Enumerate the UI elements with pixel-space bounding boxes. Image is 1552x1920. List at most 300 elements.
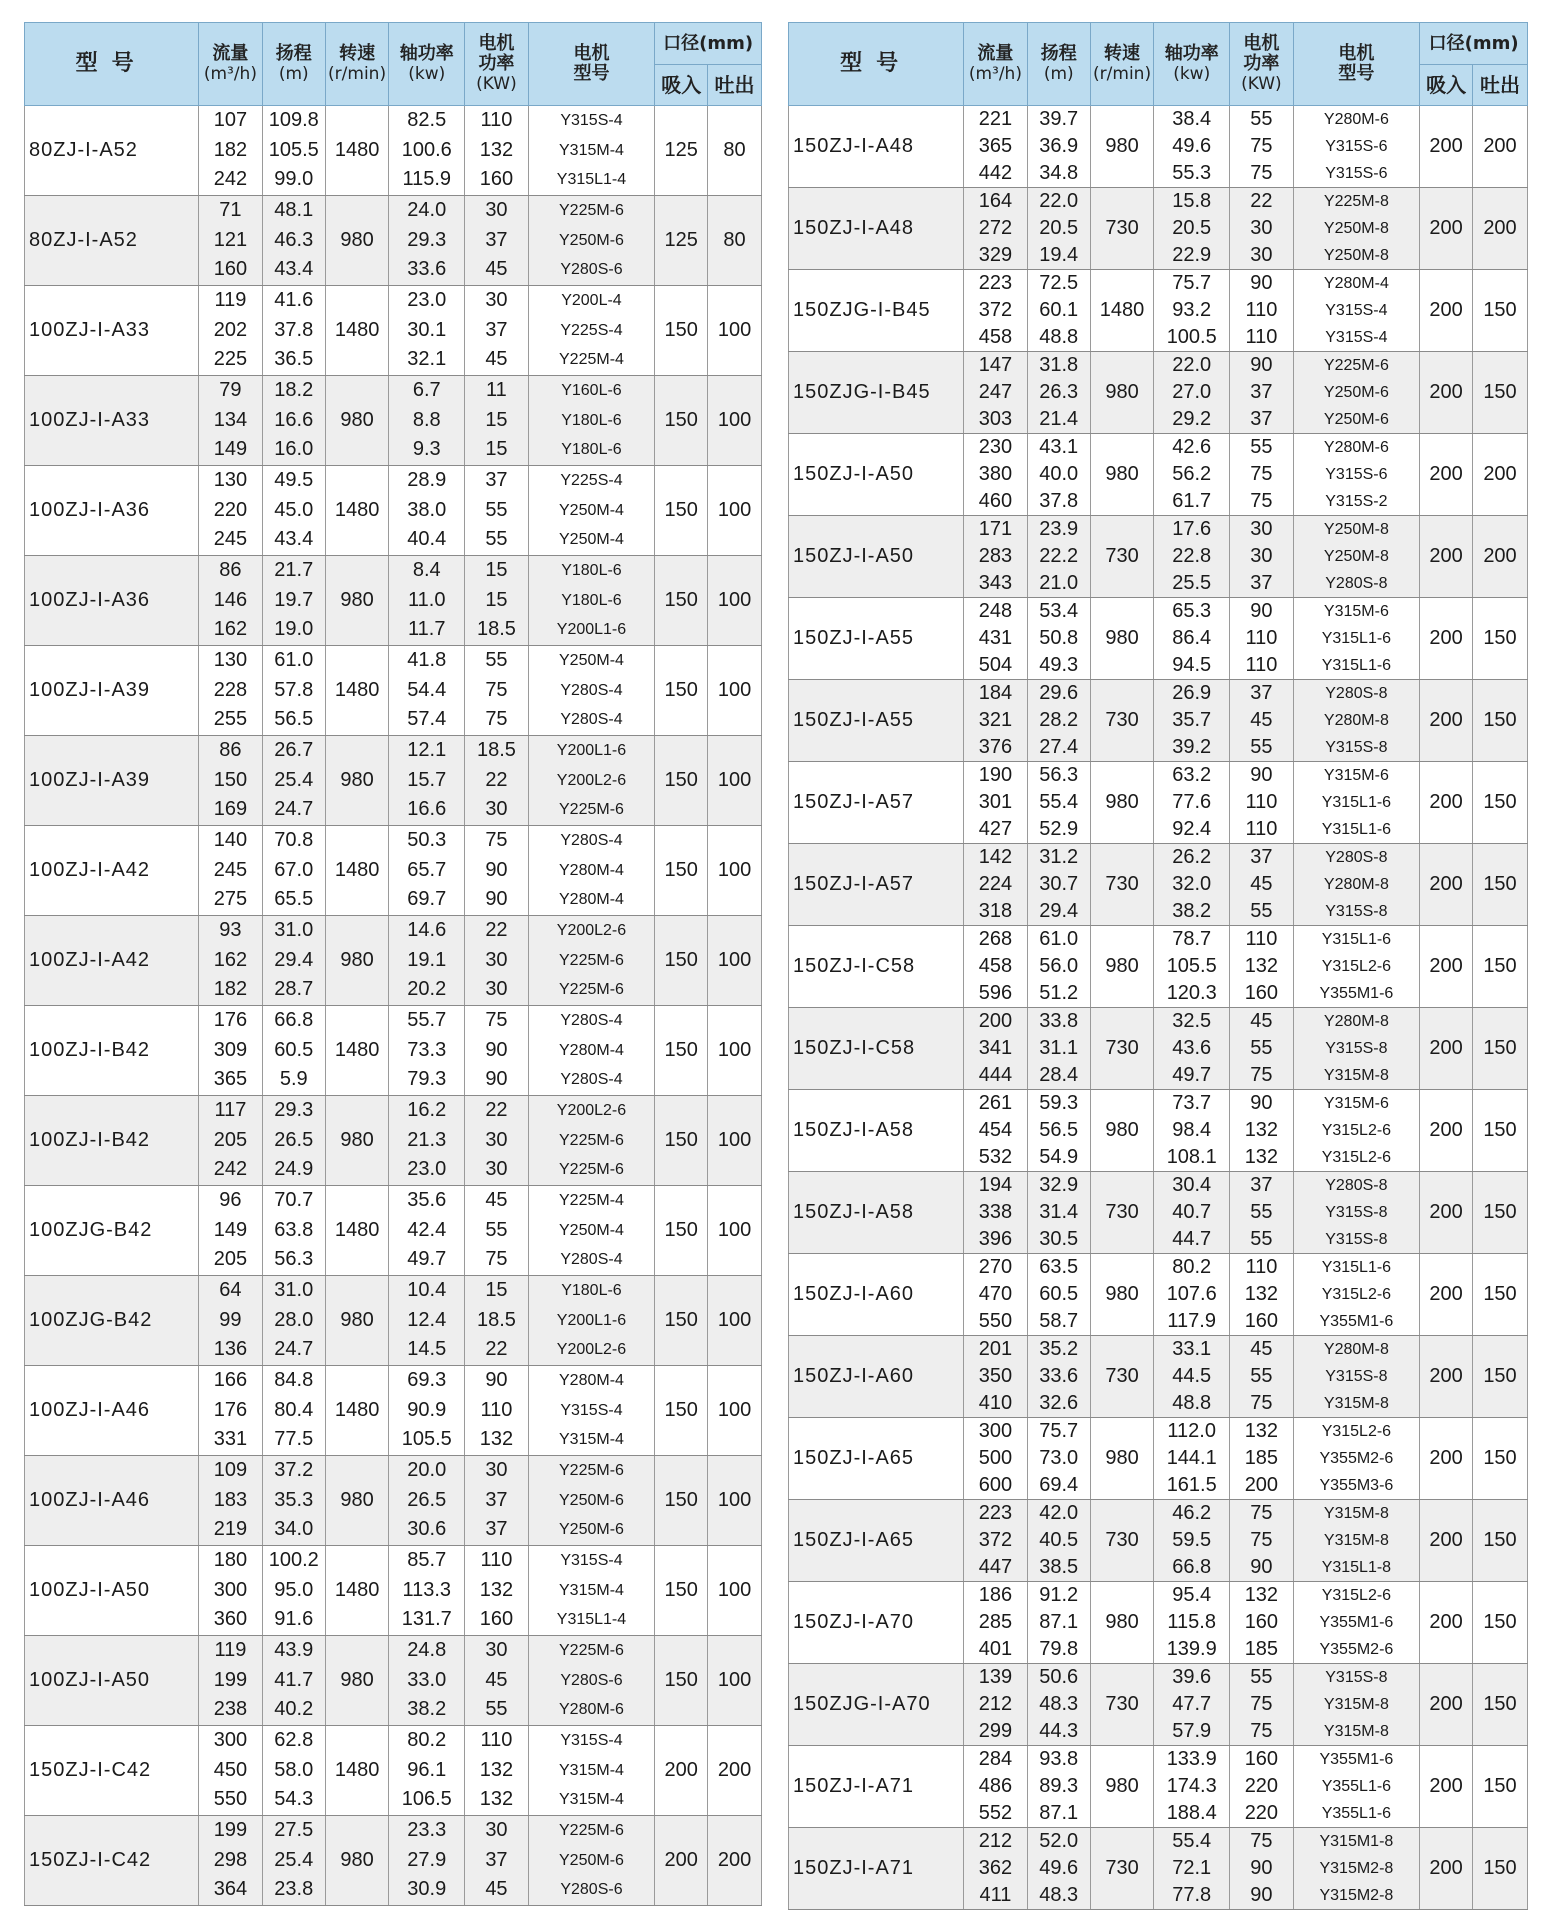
head-cell bbox=[262, 1186, 325, 1276]
motor-power-cell bbox=[1230, 926, 1293, 1008]
head-cell-value: 60.1 bbox=[1039, 299, 1079, 321]
outlet-cell: 200 bbox=[1473, 188, 1528, 270]
shaft-power-cell-value: 30.4 bbox=[1172, 1174, 1212, 1196]
motor-power-cell-value: 55 bbox=[1250, 1037, 1273, 1059]
flow-cell-value: 532 bbox=[978, 1146, 1013, 1168]
motor-type-cell-value: Y200L2-6 bbox=[556, 1341, 627, 1359]
flow-cell bbox=[964, 1828, 1027, 1910]
shaft-power-cell-value: 66.8 bbox=[1172, 1556, 1212, 1578]
motor-power-cell bbox=[465, 916, 528, 1006]
outlet-cell: 150 bbox=[1473, 1172, 1528, 1254]
flow-cell bbox=[199, 1636, 262, 1726]
motor-power-cell-value: 15 bbox=[485, 559, 508, 582]
motor-type-cell-value: Y280M-4 bbox=[559, 891, 624, 909]
flow-cell-value: 285 bbox=[978, 1611, 1013, 1633]
shaft-power-cell-value: 42.4 bbox=[407, 1218, 447, 1241]
shaft-power-cell-value: 108.1 bbox=[1166, 1146, 1217, 1168]
shaft-power-cell-value: 24.0 bbox=[407, 199, 447, 222]
outlet-cell: 150 bbox=[1473, 1746, 1528, 1828]
flow-cell-value: 360 bbox=[213, 1608, 248, 1631]
model-group bbox=[789, 598, 1528, 680]
head-cell-value: 26.5 bbox=[274, 1128, 314, 1151]
flow-cell bbox=[199, 1546, 262, 1636]
model-group bbox=[789, 352, 1528, 434]
inlet-cell: 150 bbox=[655, 1366, 708, 1456]
shaft-power-cell-value: 41.8 bbox=[407, 649, 447, 672]
head-cell-value: 67.0 bbox=[274, 858, 314, 881]
shaft-power-cell bbox=[1154, 762, 1230, 844]
motor-type-cell-value: Y315M-8 bbox=[1323, 1723, 1389, 1740]
model-group bbox=[25, 1636, 762, 1726]
head-cell-value: 29.4 bbox=[274, 948, 314, 971]
outlet-cell: 100 bbox=[708, 1456, 762, 1546]
model-cell: 150ZJG-I-B45 bbox=[789, 270, 964, 352]
motor-power-cell-value: 110 bbox=[1245, 299, 1278, 321]
motor-power-cell-value: 110 bbox=[1245, 928, 1278, 950]
speed-cell: 1480 bbox=[325, 1726, 388, 1816]
motor-power-cell-value: 37 bbox=[485, 228, 508, 251]
inlet-cell: 150 bbox=[655, 1276, 708, 1366]
head-cell-value: 28.7 bbox=[274, 978, 314, 1001]
motor-type-cell-value: Y250M-6 bbox=[1323, 384, 1389, 401]
motor-type-cell-value: Y280M-8 bbox=[1323, 712, 1389, 729]
model-group bbox=[789, 1664, 1528, 1746]
flow-cell-value: 299 bbox=[978, 1720, 1013, 1742]
inlet-cell: 200 bbox=[1420, 1664, 1473, 1746]
head-cell-value: 77.5 bbox=[274, 1428, 314, 1451]
shaft-power-cell-value: 85.7 bbox=[407, 1549, 447, 1572]
motor-power-cell-value: 110 bbox=[1245, 1256, 1278, 1278]
flow-cell-value: 205 bbox=[213, 1248, 248, 1271]
shaft-power-cell bbox=[389, 646, 465, 736]
motor-power-cell bbox=[1230, 1582, 1293, 1664]
shaft-power-cell-value: 44.7 bbox=[1172, 1228, 1212, 1250]
shaft-power-cell bbox=[389, 196, 465, 286]
shaft-power-cell-value: 54.4 bbox=[407, 678, 447, 701]
shaft-power-cell-value: 93.2 bbox=[1172, 299, 1212, 321]
head-cell-value: 54.3 bbox=[274, 1788, 314, 1811]
speed-cell: 1480 bbox=[325, 646, 388, 736]
head-cell-value: 48.8 bbox=[1039, 326, 1079, 348]
header-head: 扬程 (m) bbox=[1027, 23, 1090, 106]
shaft-power-cell-value: 55.7 bbox=[407, 1009, 447, 1032]
motor-power-cell-value: 30 bbox=[1250, 244, 1273, 266]
head-cell bbox=[262, 1456, 325, 1546]
motor-power-cell-value: 75 bbox=[1250, 1064, 1273, 1086]
motor-power-cell bbox=[465, 196, 528, 286]
head-cell-value: 22.2 bbox=[1039, 545, 1079, 567]
flow-cell-value: 300 bbox=[213, 1578, 248, 1601]
motor-power-cell-value: 30 bbox=[1250, 545, 1273, 567]
flow-cell bbox=[964, 352, 1027, 434]
speed-cell: 980 bbox=[1090, 1254, 1153, 1336]
motor-type-cell-value: Y250M-6 bbox=[559, 231, 624, 249]
motor-type-cell-value: Y315S-4 bbox=[560, 1732, 623, 1750]
shaft-power-cell-value: 61.7 bbox=[1172, 490, 1212, 512]
head-cell-value: 39.7 bbox=[1039, 108, 1079, 130]
shaft-power-cell-value: 65.7 bbox=[407, 858, 447, 881]
inlet-cell: 200 bbox=[655, 1726, 708, 1816]
motor-type-cell-value: Y280S-4 bbox=[560, 1012, 623, 1030]
table-row bbox=[789, 1828, 1528, 1910]
inlet-cell: 200 bbox=[1420, 1582, 1473, 1664]
motor-type-cell-value: Y200L1-6 bbox=[556, 621, 627, 639]
flow-cell bbox=[199, 1276, 262, 1366]
shaft-power-cell bbox=[1154, 352, 1230, 434]
outlet-cell: 150 bbox=[1473, 1828, 1528, 1910]
outlet-cell: 100 bbox=[708, 1186, 762, 1276]
head-cell-value: 31.8 bbox=[1039, 354, 1079, 376]
model-cell: 150ZJ-I-A58 bbox=[789, 1090, 964, 1172]
head-cell-value: 43.4 bbox=[274, 528, 314, 551]
motor-power-cell-value: 200 bbox=[1244, 1474, 1279, 1496]
motor-power-cell-value: 55 bbox=[1250, 1201, 1273, 1223]
shaft-power-cell-value: 24.8 bbox=[407, 1639, 447, 1662]
header-motor-type: 电机 型号 bbox=[528, 23, 655, 106]
motor-power-cell-value: 37 bbox=[485, 469, 508, 492]
head-cell-value: 31.0 bbox=[274, 1279, 314, 1302]
shaft-power-cell-value: 120.3 bbox=[1166, 982, 1217, 1004]
inlet-cell: 200 bbox=[1420, 1500, 1473, 1582]
motor-type-cell-value: Y250M-6 bbox=[559, 1521, 624, 1539]
shaft-power-cell-value: 82.5 bbox=[407, 109, 447, 132]
motor-power-cell-value: 75 bbox=[485, 829, 508, 852]
motor-type-cell-value: Y250M-8 bbox=[1323, 220, 1389, 237]
flow-cell-value: 230 bbox=[978, 436, 1013, 458]
shaft-power-cell-value: 115.9 bbox=[402, 168, 452, 191]
model-cell: 100ZJ-I-A36 bbox=[25, 556, 199, 646]
speed-cell: 1480 bbox=[325, 466, 388, 556]
inlet-cell: 200 bbox=[1420, 516, 1473, 598]
model-cell: 150ZJ-I-A58 bbox=[789, 1172, 964, 1254]
model-group bbox=[789, 106, 1528, 188]
shaft-power-cell bbox=[389, 466, 465, 556]
head-cell-value: 58.0 bbox=[274, 1758, 314, 1781]
speed-cell: 980 bbox=[325, 376, 388, 466]
outlet-cell: 150 bbox=[1473, 1664, 1528, 1746]
head-cell-value: 99.0 bbox=[274, 168, 314, 191]
shaft-power-cell-value: 98.4 bbox=[1172, 1119, 1212, 1141]
shaft-power-cell bbox=[1154, 270, 1230, 352]
shaft-power-cell-value: 161.5 bbox=[1166, 1474, 1217, 1496]
model-cell: 150ZJ-I-A48 bbox=[789, 188, 964, 270]
head-cell-value: 37.8 bbox=[1039, 490, 1079, 512]
head-cell-value: 19.7 bbox=[274, 588, 314, 611]
head-cell-value: 91.6 bbox=[274, 1608, 314, 1631]
head-cell-value: 52.0 bbox=[1039, 1830, 1079, 1852]
inlet-cell: 150 bbox=[655, 916, 708, 1006]
flow-cell-value: 86 bbox=[219, 739, 242, 762]
flow-cell-value: 298 bbox=[213, 1848, 248, 1871]
head-cell bbox=[1027, 1254, 1090, 1336]
motor-type-cell-value: Y280S-8 bbox=[1325, 849, 1388, 866]
speed-cell: 980 bbox=[1090, 106, 1153, 188]
head-cell bbox=[262, 1276, 325, 1366]
motor-power-cell bbox=[1230, 844, 1293, 926]
motor-power-cell-value: 45 bbox=[485, 1668, 508, 1691]
motor-power-cell bbox=[1230, 270, 1293, 352]
head-cell bbox=[262, 1636, 325, 1726]
flow-cell bbox=[964, 270, 1027, 352]
flow-cell bbox=[199, 376, 262, 466]
motor-type-cell-value: Y315L1-6 bbox=[1321, 630, 1392, 647]
head-cell bbox=[262, 1546, 325, 1636]
shaft-power-cell-value: 40.4 bbox=[407, 528, 447, 551]
flow-cell-value: 121 bbox=[213, 228, 248, 251]
shaft-power-cell-value: 9.3 bbox=[412, 438, 441, 461]
speed-cell: 730 bbox=[1090, 680, 1153, 762]
outlet-cell: 100 bbox=[708, 1096, 762, 1186]
head-cell-value: 70.7 bbox=[274, 1189, 314, 1212]
motor-power-cell bbox=[465, 106, 528, 196]
shaft-power-cell-value: 80.2 bbox=[407, 1729, 447, 1752]
inlet-cell: 200 bbox=[1420, 1828, 1473, 1910]
motor-power-cell bbox=[465, 1636, 528, 1726]
speed-cell: 730 bbox=[1090, 1828, 1153, 1910]
outlet-cell: 100 bbox=[708, 286, 762, 376]
flow-cell-value: 117 bbox=[214, 1099, 247, 1122]
flow-cell-value: 248 bbox=[978, 600, 1013, 622]
speed-cell: 1480 bbox=[325, 106, 388, 196]
flow-cell-value: 431 bbox=[978, 627, 1013, 649]
flow-cell-value: 136 bbox=[213, 1338, 248, 1361]
shaft-power-cell bbox=[389, 916, 465, 1006]
flow-cell-value: 238 bbox=[213, 1698, 248, 1721]
head-cell-value: 100.2 bbox=[268, 1549, 319, 1572]
shaft-power-cell-value: 49.7 bbox=[407, 1248, 447, 1271]
model-cell: 100ZJ-I-A50 bbox=[25, 1636, 199, 1726]
motor-type-cell-value: Y225M-6 bbox=[1323, 357, 1389, 374]
head-cell-value: 56.5 bbox=[1039, 1119, 1079, 1141]
shaft-power-cell bbox=[1154, 1172, 1230, 1254]
head-cell-value: 23.9 bbox=[1039, 518, 1079, 540]
flow-cell-value: 199 bbox=[213, 1668, 248, 1691]
motor-type-cell-value: Y315L1-4 bbox=[556, 1611, 627, 1629]
shaft-power-cell-value: 50.3 bbox=[407, 829, 447, 852]
motor-power-cell-value: 110 bbox=[480, 109, 513, 132]
flow-cell-value: 180 bbox=[213, 1549, 248, 1572]
motor-type-cell-value: Y200L2-6 bbox=[556, 922, 627, 940]
motor-type-cell-value: Y280S-8 bbox=[1325, 575, 1388, 592]
header-speed: 转速 (r/min) bbox=[325, 23, 388, 106]
motor-power-cell-value: 90 bbox=[485, 1038, 508, 1061]
flow-cell bbox=[964, 1172, 1027, 1254]
head-cell-value: 20.5 bbox=[1039, 217, 1079, 239]
table-row bbox=[789, 1582, 1528, 1664]
header-motor-type: 电机 型号 bbox=[1293, 23, 1420, 106]
flow-cell-value: 99 bbox=[219, 1308, 242, 1331]
motor-type-cell bbox=[528, 106, 655, 196]
outlet-cell: 100 bbox=[708, 466, 762, 556]
model-group bbox=[789, 680, 1528, 762]
flow-cell-value: 142 bbox=[978, 846, 1013, 868]
shaft-power-cell-value: 26.5 bbox=[407, 1488, 447, 1511]
motor-power-cell-value: 22 bbox=[1250, 190, 1273, 212]
flow-cell-value: 119 bbox=[214, 1639, 247, 1662]
motor-power-cell-value: 30 bbox=[485, 1819, 508, 1842]
flow-cell-value: 284 bbox=[978, 1748, 1013, 1770]
motor-type-cell-value: Y250M-8 bbox=[1323, 548, 1389, 565]
flow-cell-value: 303 bbox=[978, 408, 1013, 430]
model-group bbox=[25, 736, 762, 826]
shaft-power-cell-value: 38.0 bbox=[407, 498, 447, 521]
flow-cell-value: 225 bbox=[213, 348, 248, 371]
shaft-power-cell bbox=[1154, 1746, 1230, 1828]
motor-type-cell bbox=[528, 286, 655, 376]
head-cell-value: 27.4 bbox=[1039, 736, 1079, 758]
motor-power-cell-value: 15 bbox=[485, 408, 508, 431]
table-row bbox=[789, 1090, 1528, 1172]
motor-power-cell-value: 45 bbox=[485, 1189, 508, 1212]
motor-power-cell bbox=[1230, 1172, 1293, 1254]
flow-cell bbox=[199, 556, 262, 646]
speed-cell: 1480 bbox=[325, 1006, 388, 1096]
motor-type-cell bbox=[1293, 188, 1420, 270]
outlet-cell: 150 bbox=[1473, 1008, 1528, 1090]
speed-cell: 980 bbox=[325, 736, 388, 826]
model-group bbox=[25, 196, 762, 286]
model-cell: 150ZJ-I-A71 bbox=[789, 1746, 964, 1828]
head-cell-value: 37.8 bbox=[274, 318, 314, 341]
motor-power-cell-value: 90 bbox=[1250, 1884, 1273, 1906]
outlet-cell: 150 bbox=[1473, 762, 1528, 844]
flow-cell bbox=[199, 736, 262, 826]
motor-power-cell-value: 110 bbox=[1245, 791, 1278, 813]
head-cell-value: 29.6 bbox=[1039, 682, 1079, 704]
motor-power-cell-value: 90 bbox=[1250, 764, 1273, 786]
motor-power-cell-value: 30 bbox=[485, 199, 508, 222]
shaft-power-cell-value: 39.2 bbox=[1172, 736, 1212, 758]
flow-cell-value: 270 bbox=[978, 1256, 1013, 1278]
flow-cell-value: 450 bbox=[213, 1758, 248, 1781]
table-row bbox=[25, 1636, 762, 1726]
shaft-power-cell-value: 49.7 bbox=[1172, 1064, 1212, 1086]
inlet-cell: 200 bbox=[1420, 352, 1473, 434]
outlet-cell: 200 bbox=[708, 1816, 762, 1906]
motor-power-cell-value: 75 bbox=[1250, 135, 1273, 157]
motor-type-cell bbox=[528, 916, 655, 1006]
motor-type-cell-value: Y355L1-6 bbox=[1321, 1778, 1392, 1795]
motor-type-cell bbox=[1293, 762, 1420, 844]
motor-power-cell-value: 45 bbox=[485, 258, 508, 281]
flow-cell-value: 365 bbox=[213, 1068, 248, 1091]
shaft-power-cell-value: 21.3 bbox=[407, 1128, 447, 1151]
motor-power-cell-value: 37 bbox=[1250, 846, 1273, 868]
table-row bbox=[25, 556, 762, 646]
inlet-cell: 200 bbox=[1420, 762, 1473, 844]
shaft-power-cell-value: 27.9 bbox=[407, 1848, 447, 1871]
header-shaft-power: 轴功率 (kw) bbox=[389, 23, 465, 106]
shaft-power-cell-value: 8.8 bbox=[412, 408, 441, 431]
motor-power-cell-value: 15 bbox=[485, 1279, 508, 1302]
shaft-power-cell-value: 73.7 bbox=[1172, 1092, 1212, 1114]
motor-type-cell-value: Y225M-6 bbox=[559, 1131, 624, 1149]
header-outlet: 吐出 bbox=[1473, 65, 1528, 106]
motor-type-cell-value: Y250M-8 bbox=[1323, 521, 1389, 538]
head-cell bbox=[1027, 926, 1090, 1008]
head-cell-value: 35.2 bbox=[1039, 1338, 1079, 1360]
motor-power-cell bbox=[1230, 1090, 1293, 1172]
inlet-cell: 150 bbox=[655, 556, 708, 646]
flow-cell bbox=[199, 466, 262, 556]
motor-power-cell-value: 45 bbox=[485, 1878, 508, 1901]
shaft-power-cell-value: 113.3 bbox=[402, 1578, 452, 1601]
head-cell-value: 28.0 bbox=[274, 1308, 314, 1331]
motor-power-cell-value: 160 bbox=[479, 1608, 514, 1631]
pump-spec-table-right bbox=[788, 22, 1528, 1910]
inlet-cell: 150 bbox=[655, 826, 708, 916]
motor-power-cell-value: 220 bbox=[1244, 1775, 1279, 1797]
motor-type-cell-value: Y315S-8 bbox=[1325, 739, 1388, 756]
model-cell: 150ZJ-I-A71 bbox=[789, 1828, 964, 1910]
inlet-cell: 200 bbox=[1420, 1418, 1473, 1500]
table-row bbox=[25, 1366, 762, 1456]
flow-cell-value: 255 bbox=[213, 708, 248, 731]
outlet-cell: 200 bbox=[1473, 516, 1528, 598]
motor-type-cell bbox=[1293, 844, 1420, 926]
head-cell-value: 59.3 bbox=[1039, 1092, 1079, 1114]
motor-type-cell-value: Y315L1-6 bbox=[1321, 931, 1392, 948]
model-group bbox=[789, 1336, 1528, 1418]
flow-cell bbox=[964, 1418, 1027, 1500]
outlet-cell: 150 bbox=[1473, 352, 1528, 434]
inlet-cell: 200 bbox=[1420, 926, 1473, 1008]
outlet-cell: 100 bbox=[708, 556, 762, 646]
flow-cell-value: 86 bbox=[219, 559, 242, 582]
shaft-power-cell-value: 32.1 bbox=[407, 348, 447, 371]
model-group bbox=[25, 286, 762, 376]
model-group bbox=[25, 376, 762, 466]
shaft-power-cell-value: 30.1 bbox=[407, 318, 447, 341]
head-cell-value: 31.1 bbox=[1039, 1037, 1079, 1059]
motor-power-cell-value: 110 bbox=[480, 1549, 513, 1572]
shaft-power-cell bbox=[389, 1816, 465, 1906]
motor-power-cell-value: 160 bbox=[1244, 1611, 1279, 1633]
motor-type-cell bbox=[528, 466, 655, 556]
shaft-power-cell bbox=[1154, 188, 1230, 270]
motor-power-cell-value: 37 bbox=[1250, 408, 1273, 430]
motor-power-cell-value: 30 bbox=[485, 1459, 508, 1482]
head-cell-value: 58.7 bbox=[1039, 1310, 1079, 1332]
shaft-power-cell-value: 112.0 bbox=[1167, 1420, 1216, 1442]
outlet-cell: 200 bbox=[1473, 106, 1528, 188]
inlet-cell: 150 bbox=[655, 376, 708, 466]
inlet-cell: 125 bbox=[655, 196, 708, 286]
motor-type-cell-value: Y315S-8 bbox=[1325, 1669, 1388, 1686]
motor-power-cell-value: 30 bbox=[485, 1639, 508, 1662]
head-cell bbox=[262, 106, 325, 196]
model-group bbox=[25, 1096, 762, 1186]
motor-power-cell bbox=[465, 1816, 528, 1906]
motor-type-cell-value: Y180L-6 bbox=[561, 411, 622, 429]
head-cell-value: 61.0 bbox=[274, 649, 314, 672]
head-cell-value: 26.3 bbox=[1039, 381, 1079, 403]
model-cell: 150ZJ-I-A57 bbox=[789, 762, 964, 844]
flow-cell-value: 176 bbox=[213, 1398, 248, 1421]
head-cell-value: 49.3 bbox=[1039, 654, 1079, 676]
flow-cell-value: 261 bbox=[978, 1092, 1013, 1114]
speed-cell: 1480 bbox=[325, 1186, 388, 1276]
flow-cell-value: 321 bbox=[978, 709, 1013, 731]
motor-power-cell-value: 18.5 bbox=[476, 618, 516, 641]
shaft-power-cell-value: 75.7 bbox=[1172, 272, 1212, 294]
flow-cell-value: 309 bbox=[213, 1038, 248, 1061]
motor-power-cell bbox=[465, 1456, 528, 1546]
motor-power-cell bbox=[1230, 352, 1293, 434]
motor-power-cell-value: 55 bbox=[1250, 108, 1273, 130]
model-cell: 80ZJ-I-A52 bbox=[25, 106, 199, 196]
head-cell-value: 80.4 bbox=[274, 1398, 314, 1421]
